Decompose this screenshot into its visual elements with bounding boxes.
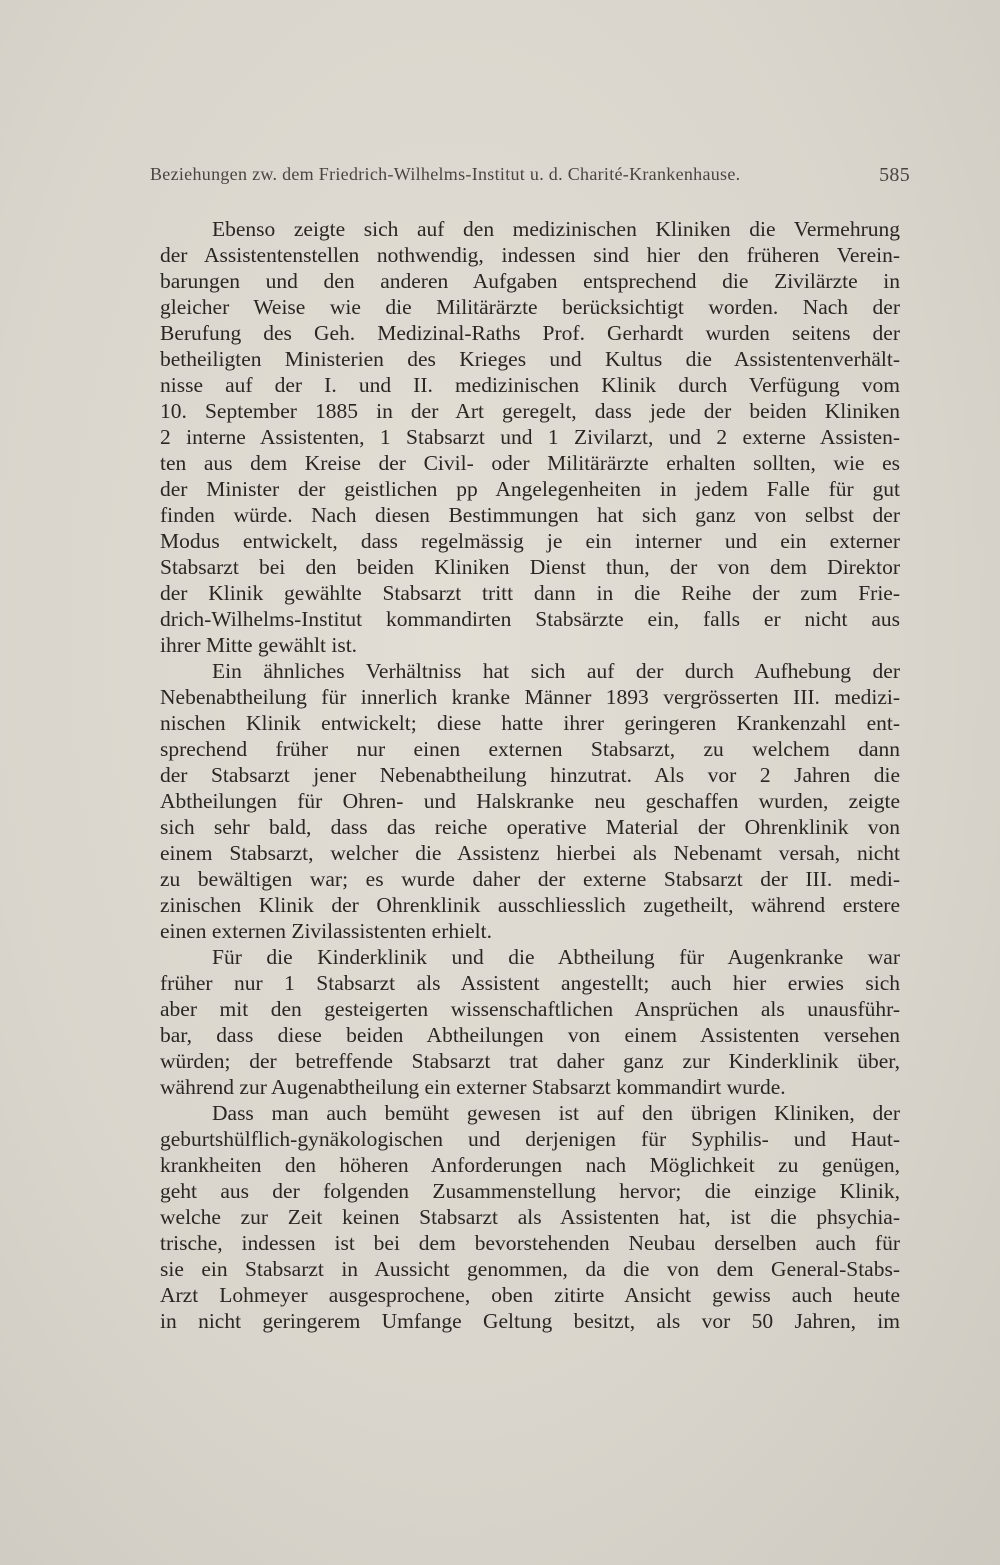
paragraph	[160, 944, 900, 1100]
text-line: sie ein Stabsarzt in Aussicht genommen, da die von dem General-Stabs-	[160, 1257, 900, 1281]
text-line: Modus entwickelt, dass regelmässig je ein interner und ein externer	[160, 529, 900, 553]
text-line: ihrer Mitte gewählt ist.	[160, 633, 358, 657]
text-line: Dass man auch bemüht gewesen ist auf den übrigen Kliniken, der	[212, 1101, 900, 1125]
running-head	[150, 164, 910, 187]
text-line: Für die Kinderklinik und die Abtheilung für Augenkranke war	[212, 945, 900, 969]
text-line: nisse auf der I. und II. medizinischen Klinik durch Verfügung vom	[160, 373, 900, 397]
text-line: 2 interne Assistenten, 1 Stabsarzt und 1 Zivilarzt, und 2 externe Assisten-	[160, 425, 900, 449]
text-line: sprechend früher nur einen externen Stabsarzt, zu welchem dann	[160, 737, 900, 761]
text-line: Stabsarzt bei den beiden Kliniken Dienst thun, der von dem Direktor	[160, 555, 900, 579]
body-text	[160, 216, 900, 1334]
text-line: würden; der betreffende Stabsarzt trat daher ganz zur Kinderklinik über,	[160, 1049, 900, 1073]
text-line: Berufung des Geh. Medizinal-Raths Prof. Gerhardt wurden seitens der	[160, 321, 900, 345]
page-number: 585	[879, 164, 910, 186]
text-line: 10. September 1885 in der Art geregelt, dass jede der beiden Kliniken	[160, 399, 900, 423]
text-line: krankheiten den höheren Anforderungen nach Möglichkeit zu genügen,	[160, 1153, 900, 1177]
text-line: drich-Wilhelms-Institut kommandirten Stabsärzte ein, falls er nicht aus	[160, 607, 900, 631]
text-line: aber mit den gesteigerten wissenschaftlichen Ansprüchen als unausführ-	[160, 997, 900, 1021]
paragraph	[160, 216, 900, 658]
text-line: in nicht geringerem Umfange Geltung besitzt, als vor 50 Jahren, im	[160, 1309, 900, 1333]
text-line: während zur Augenabtheilung ein externer Stabsarzt kommandirt wurde.	[160, 1075, 786, 1099]
text-line: gleicher Weise wie die Militärärzte berücksichtigt worden. Nach der	[160, 295, 900, 319]
paragraph	[160, 658, 900, 944]
text-line: trische, indessen ist bei dem bevorstehenden Neubau derselben auch für	[160, 1231, 900, 1255]
running-title: Beziehungen zw. dem Friedrich-Wilhelms-Institut u. d. Charité-Krankenhause.	[150, 164, 741, 184]
text-line: Nebenabtheilung für innerlich kranke Männer 1893 vergrösserten III. medizi-	[160, 685, 900, 709]
text-line: ten aus dem Kreise der Civil- oder Militärärzte erhalten sollten, wie es	[160, 451, 900, 475]
text-line: einen externen Zivilassistenten erhielt.	[160, 919, 492, 943]
text-line: einem Stabsarzt, welcher die Assistenz hierbei als Nebenamt versah, nicht	[160, 841, 900, 865]
text-line: barungen und den anderen Aufgaben entsprechend die Zivilärzte in	[160, 269, 900, 293]
text-line: betheiligten Ministerien des Krieges und Kultus die Assistentenverhält-	[160, 347, 900, 371]
paragraph	[160, 1100, 900, 1334]
text-line: nischen Klinik entwickelt; diese hatte ihrer geringeren Krankenzahl ent-	[160, 711, 900, 735]
text-line: geburtshülflich-gynäkologischen und derjenigen für Syphilis- und Haut-	[160, 1127, 900, 1151]
text-line: geht aus der folgenden Zusammenstellung hervor; die einzige Klinik,	[160, 1179, 900, 1203]
text-line: der Stabsarzt jener Nebenabtheilung hinzutrat. Als vor 2 Jahren die	[160, 763, 900, 787]
text-line: Ein ähnliches Verhältniss hat sich auf der durch Aufhebung der	[212, 659, 900, 683]
text-line: der Klinik gewählte Stabsarzt tritt dann in die Reihe der zum Frie-	[160, 581, 900, 605]
text-line: der Minister der geistlichen pp Angelegenheiten in jedem Falle für gut	[160, 477, 900, 501]
text-line: bar, dass diese beiden Abtheilungen von einem Assistenten versehen	[160, 1023, 900, 1047]
text-line: Ebenso zeigte sich auf den medizinischen Kliniken die Vermehrung	[212, 217, 900, 241]
text-line: früher nur 1 Stabsarzt als Assistent angestellt; auch hier erwies sich	[160, 971, 900, 995]
text-line: Arzt Lohmeyer ausgesprochene, oben zitirte Ansicht gewiss auch heute	[160, 1283, 900, 1307]
text-line: welche zur Zeit keinen Stabsarzt als Assistenten hat, ist die phsychia-	[160, 1205, 900, 1229]
text-line: zinischen Klinik der Ohrenklinik ausschliesslich zugetheilt, während erstere	[160, 893, 900, 917]
text-line: der Assistentenstellen nothwendig, indessen sind hier den früheren Verein-	[160, 243, 900, 267]
text-line: finden würde. Nach diesen Bestimmungen hat sich ganz von selbst der	[160, 503, 900, 527]
text-line: zu bewältigen war; es wurde daher der externe Stabsarzt der III. medi-	[160, 867, 900, 891]
text-line: Abtheilungen für Ohren- und Halskranke neu geschaffen wurden, zeigte	[160, 789, 900, 813]
text-line: sich sehr bald, dass das reiche operative Material der Ohrenklinik von	[160, 815, 900, 839]
